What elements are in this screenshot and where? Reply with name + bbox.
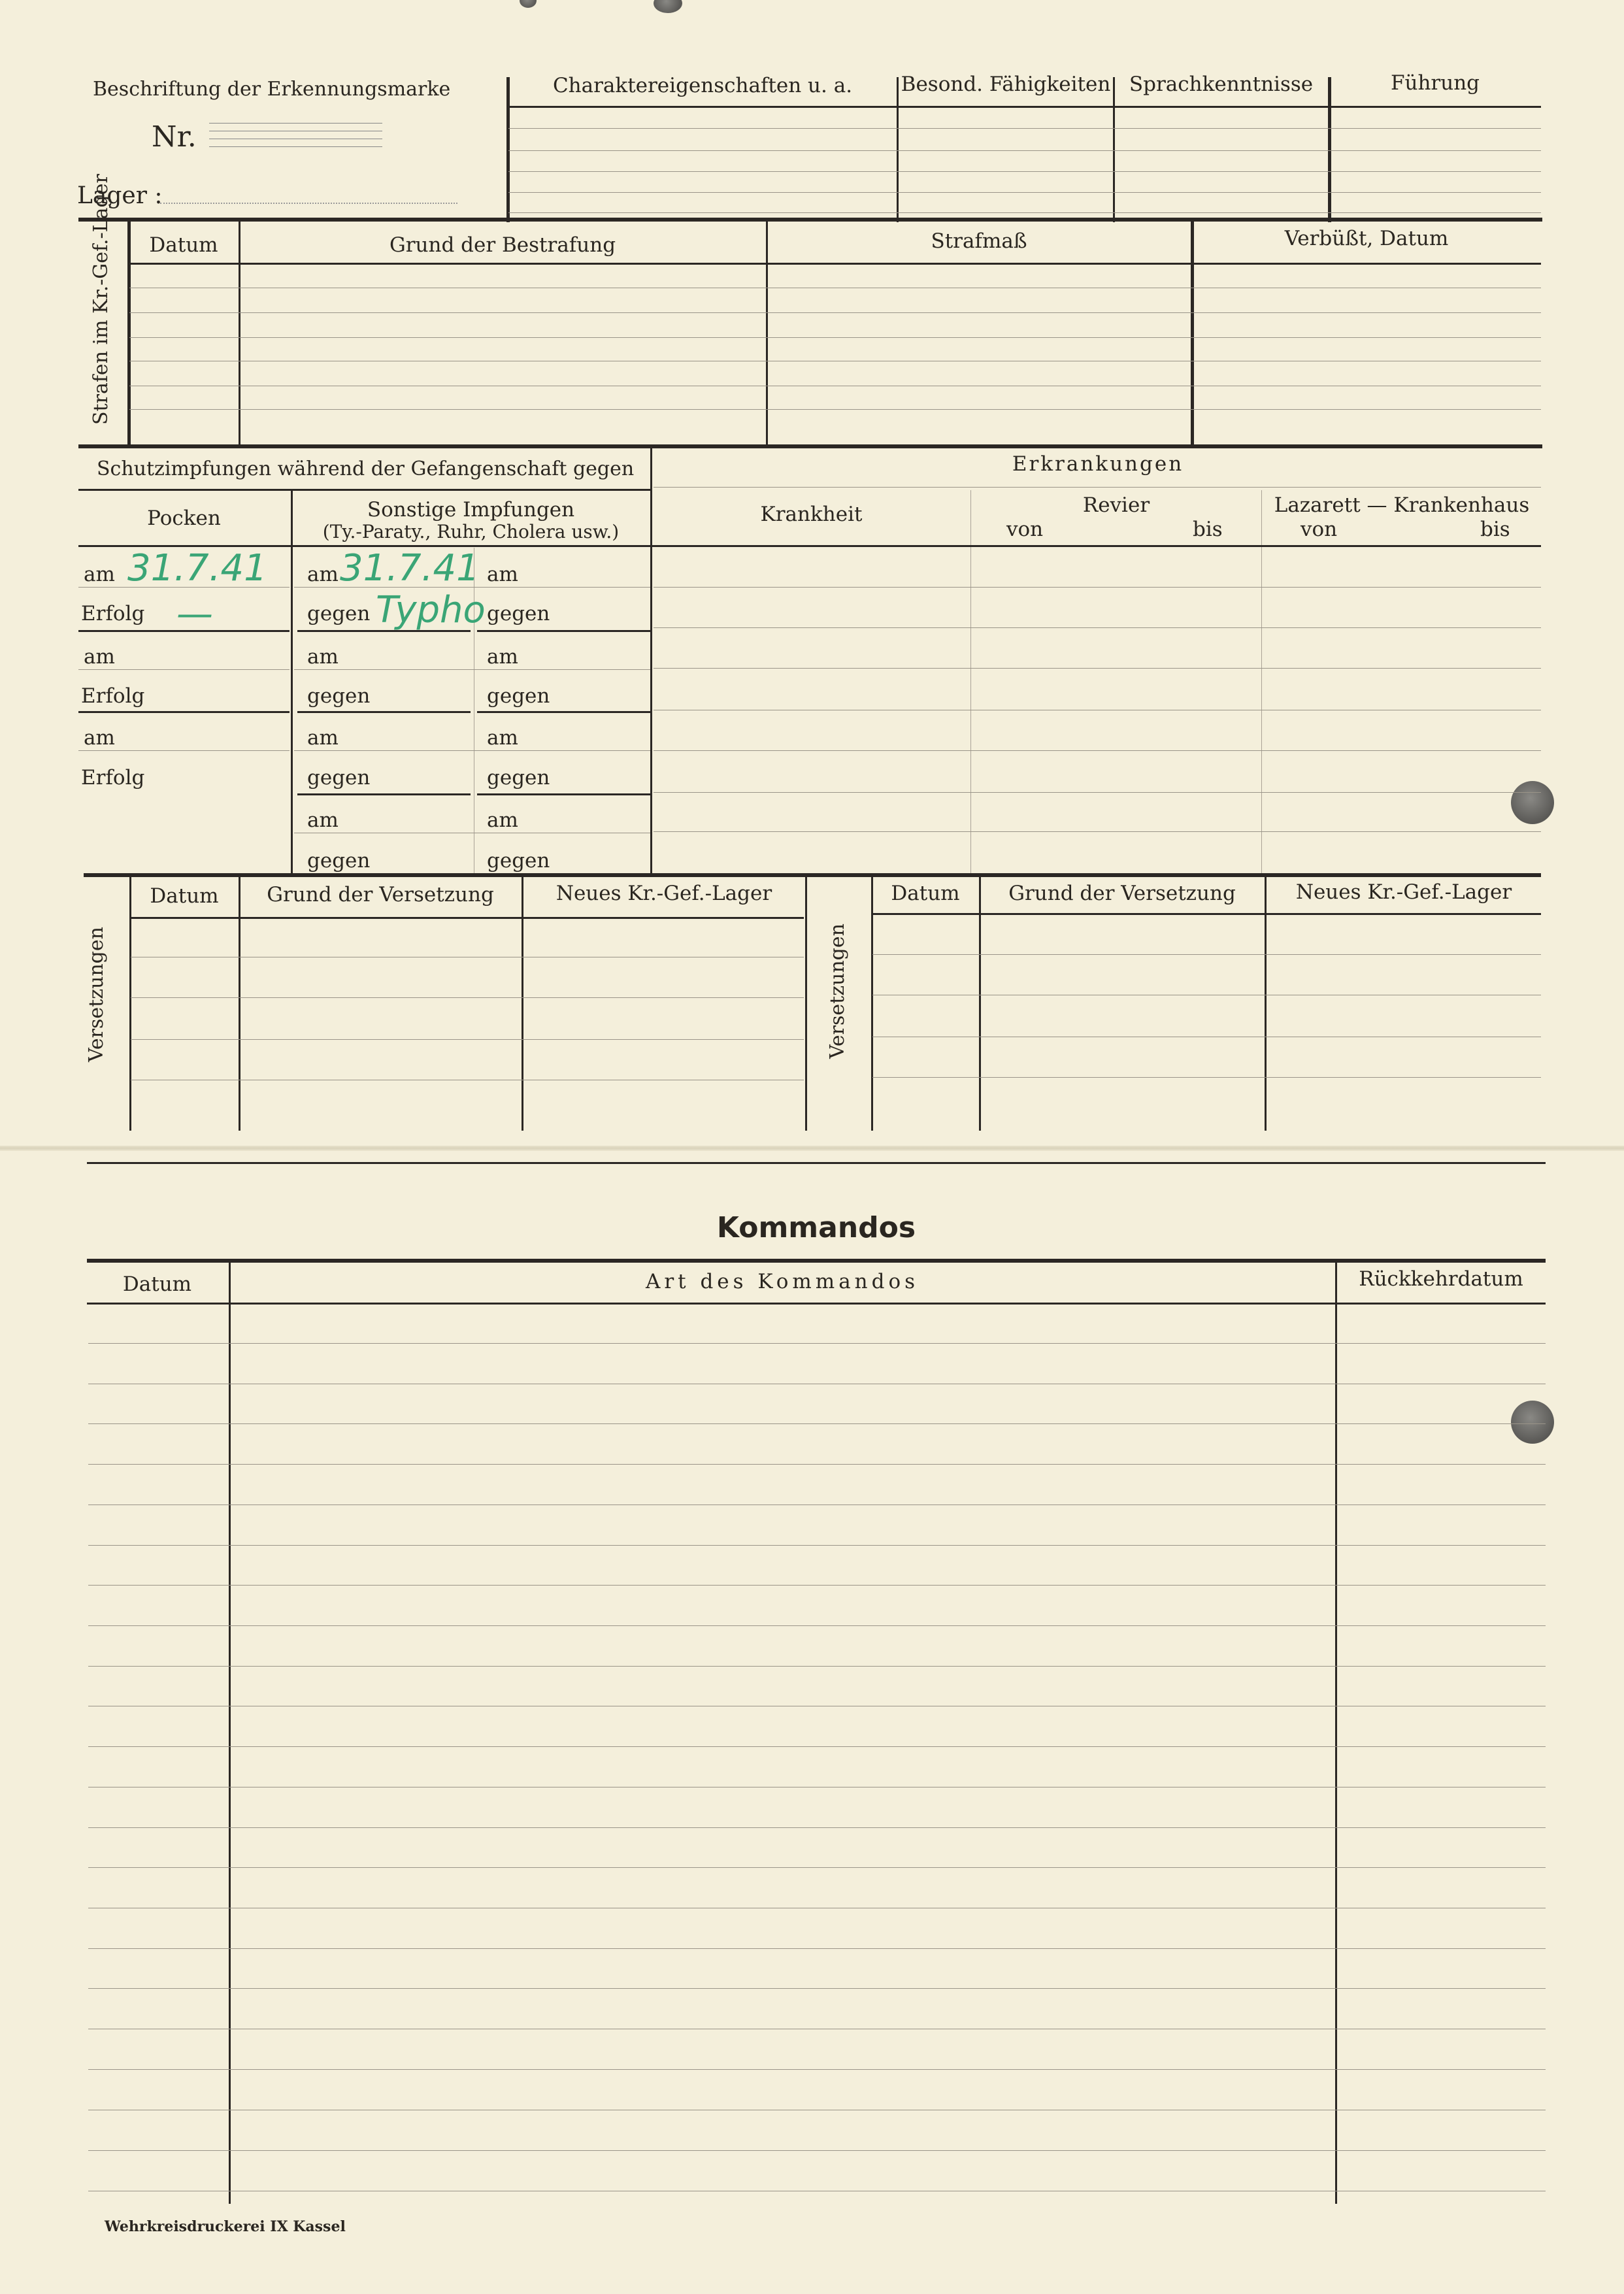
other-am-2b: am (487, 645, 518, 669)
pocken-am-line[interactable] (78, 750, 290, 751)
lazarett-von: von (1301, 518, 1338, 541)
transfer-row[interactable] (872, 1077, 1541, 1078)
illness-row[interactable] (654, 668, 1541, 669)
pocken-am-1: am (84, 563, 115, 586)
kommando-row[interactable] (88, 1504, 1546, 1505)
other-gegen-1a: gegen (307, 602, 371, 625)
transfer-row[interactable] (131, 997, 804, 998)
other-am-1a: am (307, 563, 339, 586)
pocken-erfolg-2: Erfolg (81, 684, 145, 708)
col-datum-strafe: Datum (149, 233, 218, 257)
revier-bis: bis (1193, 518, 1223, 541)
punch-hole-top-right (654, 0, 682, 13)
col-sprache: Sprachkenntnisse (1129, 73, 1314, 96)
other-am-line[interactable] (294, 669, 650, 670)
transfers-side-label-right: Versetzungen (826, 923, 849, 1059)
kommando-row[interactable] (88, 1545, 1546, 1546)
nr-line[interactable] (209, 123, 382, 124)
kommando-row[interactable] (88, 1746, 1546, 1747)
other-gegen-3a: gegen (307, 766, 371, 790)
lager-label: Lager : (77, 182, 163, 209)
col-krankheit: Krankheit (760, 503, 863, 526)
col-sonstige-sub: (Ty.-Paraty., Ruhr, Cholera usw.) (322, 521, 620, 542)
traits-row[interactable] (508, 171, 1541, 172)
kommando-row[interactable] (88, 2069, 1546, 2070)
kommando-row[interactable] (88, 1988, 1546, 1989)
kommando-row[interactable] (88, 1343, 1546, 1344)
kommando-col-rueckkehr: Rückkehrdatum (1359, 1267, 1523, 1291)
other-am-4a: am (307, 808, 339, 832)
other-am-2a: am (307, 645, 339, 669)
pocken-erfolg-1: Erfolg (81, 602, 145, 625)
kommando-row[interactable] (88, 1666, 1546, 1667)
col-grund-bestrafung: Grund der Bestrafung (389, 233, 616, 257)
col-lazarett: Lazarett — Krankenhaus (1274, 493, 1530, 517)
handwritten-other-type: Typho (376, 589, 486, 631)
other-gegen-4b: gegen (487, 849, 550, 873)
kommando-row[interactable] (88, 2150, 1546, 2151)
other-am-3b: am (487, 726, 518, 750)
other-am-4b: am (487, 808, 518, 832)
kommando-row[interactable] (88, 1827, 1546, 1828)
other-gegen-1b: gegen (487, 602, 550, 625)
lager-line[interactable] (160, 203, 457, 204)
pocken-am-3: am (84, 726, 115, 750)
col-charakter: Charaktereigenschaften u. a. (552, 74, 853, 97)
col-strafmass: Strafmaß (931, 229, 1027, 253)
other-gegen-2a: gegen (307, 684, 371, 708)
pocken-erfolg-3: Erfolg (81, 766, 145, 790)
kommandos-title: Kommandos (716, 1211, 916, 1244)
other-am-3a: am (307, 726, 339, 750)
punch-hole-lower (1511, 1401, 1554, 1444)
illness-row[interactable] (654, 587, 1541, 588)
handwritten-pocken-date: 31.7.41 (127, 547, 267, 590)
col-revier: Revier (1082, 493, 1150, 517)
transfer-row[interactable] (131, 1039, 804, 1040)
kommando-row[interactable] (88, 1585, 1546, 1586)
punishment-row[interactable] (129, 337, 1541, 338)
pocken-am-line[interactable] (78, 669, 290, 670)
other-gegen-2b: gegen (487, 684, 550, 708)
transfer-row[interactable] (872, 954, 1541, 955)
other-gegen-3b: gegen (487, 766, 550, 790)
lazarett-bis: bis (1480, 518, 1510, 541)
other-am-line[interactable] (294, 750, 650, 751)
col-fuehrung: Führung (1390, 71, 1480, 95)
revier-von: von (1006, 518, 1044, 541)
illness-heading: Erkrankungen (1012, 452, 1184, 476)
col-verbuesst: Verbüßt, Datum (1284, 227, 1449, 250)
traits-row[interactable] (508, 128, 1541, 129)
traits-row[interactable] (508, 192, 1541, 193)
kommando-col-datum: Datum (122, 1272, 192, 1296)
kommando-row[interactable] (88, 1423, 1546, 1424)
illness-row[interactable] (654, 831, 1541, 832)
col-faehigkeiten: Besond. Fähigkeiten (901, 73, 1111, 96)
tag-heading: Beschriftung der Erkennungsmarke (93, 78, 451, 101)
other-gegen-4a: gegen (307, 849, 371, 873)
pocken-am-2: am (84, 645, 115, 669)
col-pocken: Pocken (147, 507, 221, 530)
vaccination-heading: Schutzimpfungen während der Gefangenschaft gegen (97, 457, 635, 480)
transfers-side-label-left: Versetzungen (85, 927, 108, 1062)
nr-label: Nr. (152, 120, 197, 154)
punch-hole-mid (1511, 781, 1554, 824)
traits-row[interactable] (508, 150, 1541, 151)
punishment-row[interactable] (129, 312, 1541, 313)
handwritten-erfolg: — (176, 593, 213, 635)
punch-hole-top-left (520, 0, 537, 8)
transfer-col-neues-right: Neues Kr.-Gef.-Lager (1295, 880, 1512, 904)
col-sonstige: Sonstige Impfungen (367, 498, 575, 522)
illness-row[interactable] (654, 750, 1541, 751)
transfer-col-grund-right: Grund der Versetzung (1008, 882, 1236, 905)
illness-row[interactable] (654, 627, 1541, 628)
transfer-col-datum-left: Datum (150, 884, 219, 908)
punishments-side-label: Strafen im Kr.-Gef.-Lager (90, 174, 112, 425)
illness-row[interactable] (654, 792, 1541, 793)
punishment-row[interactable] (129, 409, 1541, 410)
kommando-row[interactable] (88, 1464, 1546, 1465)
kommando-row[interactable] (88, 1948, 1546, 1949)
traits-row[interactable] (508, 212, 1541, 213)
kommando-col-art: Art des Kommandos (645, 1270, 920, 1293)
other-am-1b: am (487, 563, 518, 586)
transfer-col-grund-left: Grund der Versetzung (267, 883, 494, 906)
kommando-row[interactable] (88, 1867, 1546, 1868)
page-fold (0, 1146, 1624, 1151)
kommando-row[interactable] (88, 1625, 1546, 1626)
printer-imprint: Wehrkreisdruckerei IX Kassel (105, 2218, 346, 2235)
transfer-col-neues-left: Neues Kr.-Gef.-Lager (555, 882, 772, 905)
handwritten-other-date: 31.7.41 (340, 547, 480, 590)
transfer-col-datum-right: Datum (891, 882, 960, 905)
